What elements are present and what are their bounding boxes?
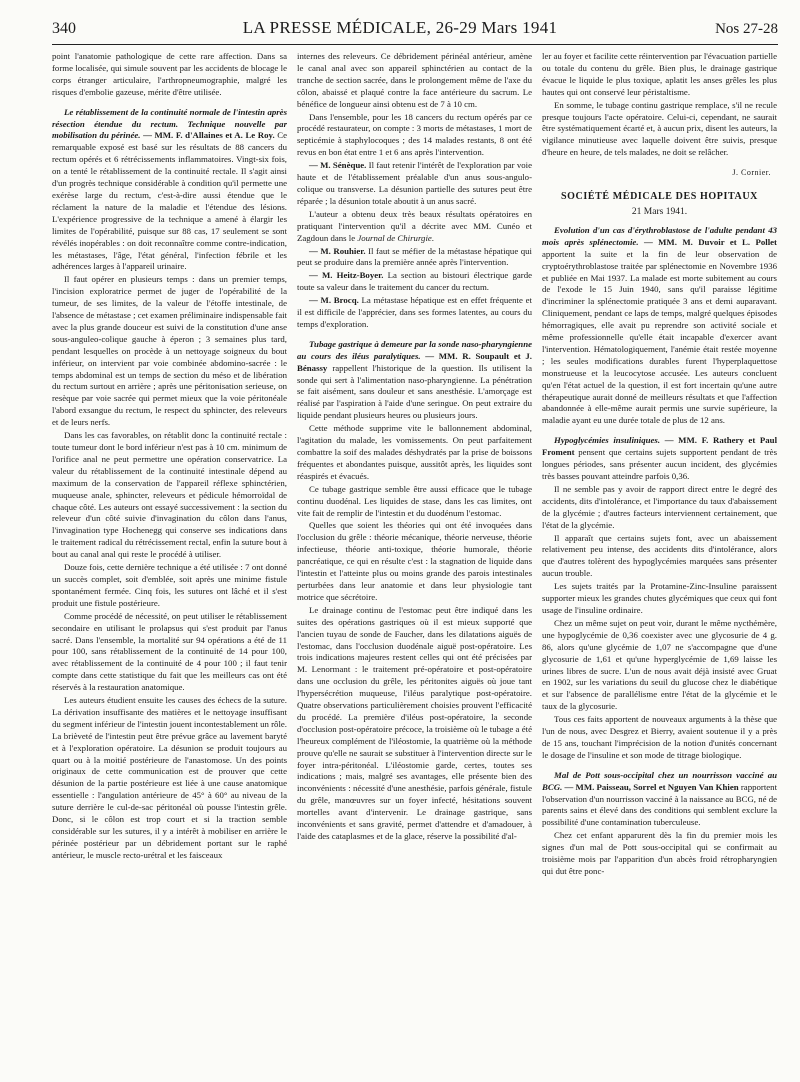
paragraph-text: L'auteur a obtenu deux très beaux résultats opératoires en pratiquant l'intervention qu'il a décrite avec MM. Cunéo et Zagdoun dans le [297,208,532,243]
text-columns [52,51,778,1081]
section-heading: SOCIÉTÉ MÉDICALE DES HOPITAUX [561,191,758,203]
paragraph: Chez cet enfant apparurent dès la fin du premier mois les signes d'un mal de Pott sous-occipital qui se confirmait au troisième mois par l'apparition d'un abcès froid rétropharyngien qui dut être ponc- [542,830,777,876]
discussion-entry [297,295,532,331]
discussant-name: — M. Brocq. [309,295,359,306]
discussion-text: Il faut retenir l'intérêt de l'exploration par voie haute et de l'établissement préalable d'un anus sous-angulo-colique ou transverse. La désunion partielle des sutures peut être réparée ; la désunion totale aboutit à un anus sacré. [297,160,532,206]
author-signature: J. Cornier. [732,168,771,178]
article-authors: — MM. Paisseau, Sorrel et Nguyen Van Khien [564,781,739,792]
paragraph: En somme, le tubage continu gastrique remplace, s'il ne recule presque toujours l'acte opératoire. Celui-ci, cependant, ne saurait être systématiquement écarté et, à aucun prix, disent les auteurs, la vigilance minutieuse avec laquelle doivent être suivis, presque d'heure en heure, de tels malades, ne doit se relâcher. [542,99,777,158]
discussant-name: — M. Rouhier. [309,245,366,256]
article-entry [542,225,777,427]
discussant-name: — M. Sénèque. [309,160,367,171]
article-title: Hypoglycémies insuliniques. [554,435,661,446]
paragraph: Les sujets traités par la Protamine-Zinc-Insuline paraissent supporter mieux les grandes chutes glycémiques que ceux qui font usage de l'insuline ordinaire. [542,581,777,615]
issue-numbers: Nos 27-28 [715,21,778,37]
article-body: Ce remarquable exposé est basé sur les résultats de 88 cancers du rectum opérés et 6 rétrécissements inflammatoires. Vingt-six fois, on a tenté le rétablissement de la continuité rectale. Il s'agit ainsi d'un progrès technique considérable à condition qu'il permette une exérèse large du rectum, c'est-à-dire aussi étendue que le réclament la nature de la maladie et l'étendue des lésions. L'expérience progressive de la technique a amené à élargir les limites de l'opérabilité, puisque sur 88 cas, 17 seulement se sont révélés inopérables : on doit reconnaître comme contre-indication, les métastases, l'âge, l'état général, l'infection fébrile et les adhérences larges à l'appareil urinaire. [52,130,287,272]
paragraph: Il apparaît que certains sujets font, avec un abaissement relativement peu intense, des accidents dits d'intolérance, alors que d'autres tolèrent des hypoglycémies marquées sans présenter aucun trouble. [542,532,777,579]
journal-citation: Journal de Chirurgie [357,232,432,243]
discussion-entry [297,160,532,208]
article-body: rappellent l'historique de la question. Ils utilisent la sonde qui sert à l'alimentation naso-pharyngienne. La pénétration se fait aisément, sans douleur et sans anesthésie. L'amorçage est réalisé par l'aspiration à l'aide d'une seringue. On peut extraire du liquide pendant plusieurs heures ou plusieurs jours. [297,362,532,421]
article-title: Mal de Pott sous-occipital chez un nourrisson vacciné au BCG. [542,769,777,792]
discussant-name: — M. Heitz-Boyer. [309,270,384,281]
discussion-text: La métastase hépatique est en effet fréquente et il est difficile de l'apprécier, dans ses formes latentes, au cours du temps d'exploration. [297,295,532,329]
paragraph: Chez un même sujet on peut voir, durant le même nycthémère, une hypoglycémie de 0,36 coexister avec une glycosurie de 4 g. 86, alors qu'une glycémie de 1,07 ne s'accompagne que d'une glycosurie de 1,61 et qu'une hyperglycémie de 1,69 laisse les urines libres de sucre. L'un de nous avait déjà insisté avec Gruat en 1902, sur les variations du seuil du glucose chez le diabétique et sur l'absence de parallélisme entre l'état de la glycémie et le taux de la glycosurie. [542,617,777,712]
journal-title: LA PRESSE MÉDICALE, 26-29 Mars 1941 [242,18,558,37]
article-body: apportent la suite et la fin de leur observation de cryptoérythroblastose traitée par splénectomie en Novembre 1936 et publiée en Mai 1937. La malade est morte subitement au cours de l'exode le 15 Juin 1940, sans qu'il paraisse légitime d'incriminer la splénectomie pratiquée 3 ans et demi auparavant. Cliniquement, pendant ce laps de temps, malgré quelques épisodes hémorragiques, elle avait pu reprendre son activité sociale et même professionnelle qu'elle était incapable d'exercer avant l'intervention. Hématologiquement, l'anémie était restée moyenne ; les seules modifications durables furent l'hyperplaquettose monstrueuse et la leucocytose accusée. Les auteurs concluent qu'en l'état actuel de la question, il est fort incertain qu'une autre thérapeutique aurait donné de meilleurs résultats et que l'affection abandonnée à elle-même aurait permis une survie supérieure, la maladie ayant eu une durée totale de plus de 12 ans. [542,248,777,426]
article-entry [542,770,777,830]
paragraph: Quelles que soient les théories qui ont été invoquées dans l'occlusion du grêle : théorie mécanique, théorie nerveuse, théorie infectieuse, théorie anti-toxique, théorie humorale, théorie pancréatique, ce qui en résulte c'est : la stagnation de liquide dans l'intestin et l'atteinte plus ou moins grande des parois intestinales perturbées dans leur anatomie et dans leur physiologie tant motrice que sécrétoire. [297,520,532,602]
article-authors: — MM. R. Soupault et J. Bénassy [297,350,532,373]
article-body: rapportent l'observation d'un nourrisson vacciné à la naissance au BCG, né de parents sains et élevé dans des conditions qui semblent exclure la possibilité d'une contamination tuberculeuse. [542,781,777,828]
page-number: 340 [52,20,76,37]
section-date: 21 Mars 1941. [631,206,688,217]
paragraph: Tous ces faits apportent de nouveaux arguments à la thèse que l'un de nous, avec Desgrez et Bierry, avaient soutenue il y a près de 15 ans, touchant l'imprécision de la notion d'unités concernant le dosage de l'insuline et son mode de titrage biologique. [542,714,777,760]
discussion-text: Il faut se méfier de la métastase hépatique qui peut se produire dans la première année après l'intervention. [297,245,532,268]
paragraph: L'auteur a obtenu deux très beaux résultats opératoires en pratiquant l'intervention qu'il a décrite avec MM. Cunéo et Zagdoun dans le Journal de Chirurgie. [297,208,532,243]
article-title: Tubage gastrique à demeure par la sonde naso-pharyngienne au cours des iléus paralytiques. [297,338,532,361]
article-entry [542,435,777,483]
paragraph: internes des releveurs. Ce débridement périnéal antérieur, amène le canal anal avec son appareil sphinctérien au contact de la tranche de section sacrée, dans le prolongement même de l'axe du côlon, abaissé et plaqué contre la face antérieure du sacrum. Le bénéfice de longueur ainsi obtenu est de 7 à 10 cm. [297,51,532,109]
article-authors: — MM. F. d'Allaines et A. Le Roy. [143,130,275,141]
paragraph: point l'anatomie pathologique de cette rare affection. Dans sa forme localisée, qui simule souvent par les accidents de blocage le corps étranger articulaire, l'arthropneumographie, malgré les risques d'embolie gazeuse, mérite d'être utilisée. [52,51,287,97]
article-entry [297,339,532,422]
discussion-entry [297,246,532,270]
paragraph: Douze fois, cette dernière technique a été utilisée : 7 ont donné un succès complet, soit d'emblée, soit après une minime fistule spontanément fermée. Cinq fois, les sutures ont lâché et il s'est produit une fistule postérieure. [52,562,287,608]
discussion-text: La section au bistouri électrique garde toute sa valeur dans le traitement du cancer du rectum. [297,270,532,293]
article-title: Evolution d'un cas d'érythroblastose de l'adulte pendant 43 mois après splénectomie. [542,224,777,247]
paragraph: ler au foyer et facilite cette réintervention par l'évacuation partielle ou totale du contenu du grêle. Bien plus, le drainage gastrique évacue le liquide le plus toxique, aplatit les anses grêles les plus hautes qui ont conservé leur péristaltisme. [542,51,777,97]
column-left [52,51,287,1081]
paragraph: Dans l'ensemble, pour les 18 cancers du rectum opérés par ce procédé restaurateur, on compte : 3 morts de métastases, 1 mort de septicémie à staphylocoques ; des 14 malades restants, 8 ont été revus en bon état entre 1 et 6 ans après l'intervention. [297,111,532,158]
paragraph: Dans les cas favorables, on rétablit donc la continuité rectale : toute tumeur dont le bord inférieur n'est pas à 10 cm. minimum de l'orifice anal ne peut permettre une opération conservatrice. La valeur du rétablissement de la continuité intestinale dépend au maximum de la conservation de l'appareil réflexe sphinctérien, muqueuse anale, sphincter, releveurs et pédicule hémorroïdal de chaque côté. Les auteurs ont essayé successivement : la section du releveur d'un côté suivie d'invagination du côlon dans l'anus, l'invagination type Hochenegg qui conserve ses indications dans le traitement radical du rétrécissement rectal, enfin la suture bout à bout au canal anal qui reste le procédé à utiliser. [52,430,287,560]
paragraph: Il ne semble pas y avoir de rapport direct entre le degré des accidents, dits d'intolérance, et l'importance du taux d'abaissement de la glycémie ; d'autres facteurs interviennent certainement, que l'état de la glycémie. [542,483,777,530]
article-title: Le rétablissement de la continuité normale de l'intestin après résection étendue du rectum. Technique nouvelle par mobilisation du périnée. [52,106,287,141]
paragraph: Ce tubage gastrique semble être aussi efficace que le tubage continu duodénal. Les liquides de stase, dans les cas limites, ont vite fait de remplir de l'intestin et du duodénum l'estomac. [297,483,532,518]
article-authors: — MM. F. Rathery et Paul Froment [542,435,777,458]
article-authors: — MM. M. Duvoir et L. Pollet [643,236,777,247]
article-entry [52,107,287,274]
discussion-entry [297,270,532,294]
page-header [52,18,778,45]
paragraph: Les auteurs étudient ensuite les causes des échecs de la suture. La dérivation insuffisante des matières et le nettoyage insuffisant du segment inférieur de l'intestin jouent incontestablement un rôle. La brièveté de l'intestin peut être prévue grâce au lavement baryté et à l'exploration opératoire. La désunion se produit toujours au quart ou à la moitié postérieure de l'anastomose. Un des points originaux de cette communication est de prouver que cette désunion de la partie postérieure est liée à une cause anatomique essentielle : l'angulation antérieure de 45° à 60° au niveau de la suture derrière le cul-de-sac péritonéal où pousse l'intestin grêle. Donc, si le côlon est trop court et si la traction semble considérable sur les sutures, il y a intérêt à mobiliser en arrière le périnée postérieur par un débridement portant sur le raphé antérieur, le muscle recto-urétral et les faisceaux [52,695,287,860]
article-body: pensent que certains sujets supportent pendant de très longues périodes, sans présenter aucun incident, des glycémies très basses pouvant atteindre parfois 0,36. [542,447,777,481]
paragraph: Il faut opérer en plusieurs temps : dans un premier temps, l'incision exploratrice permet de juger de l'opérabilité de la tumeur, de ses limites, de la valeur de l'étoffe intestinale, de l'absence de métastase ; cet examen préliminaire indispensable fait avec la plus grande douceur est suivi de la constitution d'une anse sous-anguleo-colique gauche à éperon ; 3 semaines plus tard, pendant lesquelles on procède à un nettoyage soigneux du bout inférieur, on intervient par voie combinée abdomino-sacrée : le temps abdominal est un temps de section du méso et de libération du rectum surtout en arrière ; après une péritonisation serieuse, on resèque par voie sacrée qui permet mieux que la voie péritonéale l'abord exsangue du rectum, le respect du sphincter, des releveurs et de leurs nerfs. [52,274,287,428]
paragraph: Comme procédé de nécessité, on peut utiliser le rétablissement secondaire en utilisant le prolapsus qui s'est produit par l'anus sacré. Dans l'ensemble, la mortalité sur 94 opérations a été de 11 pour 100, sans rétablissement de la continuité de 14 pour 100, avec rétablissement de la continuité de 4 pour 100 ; il faut tenir compte dans cette statistique du fait que les meilleurs cas ont été réservés à la restauration anatomique. [52,610,287,693]
column-right [542,51,777,1081]
paragraph: Le drainage continu de l'estomac peut être indiqué dans les suites des opérations gastriques où il est mieux supporté que l'ancien tuyau de sonde de Faucher, dans les dilatations aiguës de l'estomac, dans l'occlusion duodénale aiguë post-opératoire. Les trois indications majeures restent celles qui ont été précisées par M. Lenormant : le traitement pré-opératoire et post-opératoire dans une occlusion du grêle, les péritonites aiguës où joue tant l'hypersécrétion muqueuse, l'iléus paralytique post-opératoire. Quatre observations particulièrement choisies prouvent l'efficacité du procédé. La première d'iléus post-opératoire, la seconde d'occlusion post-opératoire précoce, la troisième où le tubage a été l'heureux complément de l'iléostomie, la quatrième où la méthode prouve qu'elle ne saurait se substituer à l'intervention directe sur le foyer intra-péritonéal. L'iléostomie garde, certes, toutes ses indications ; mais, malgré ses avantages, elle présente bien des inconvénients : nécessité d'une anesthésie, parfois générale, fistule du grêle, manœuvres sur un foyer infecté, hésitations souvent mortelles avant d'intervenir. Le drainage gastrique, sans inconvénients et sans gravité, permet d'attendre et d'amadouer, à l'aide des cataplasmes et de la glace, réserve la possibilité d'al- [297,604,532,841]
column-middle [297,51,532,1081]
paragraph: Cette méthode supprime vite le ballonnement abdominal, l'agitation du malade, les vomissements. On peut parfaitement combattre la soif des malades déshydratés par la prise de boissons fréquentes et abondantes puisque, aussitôt après, les liquides sont réaspirés et évacués. [297,423,532,481]
